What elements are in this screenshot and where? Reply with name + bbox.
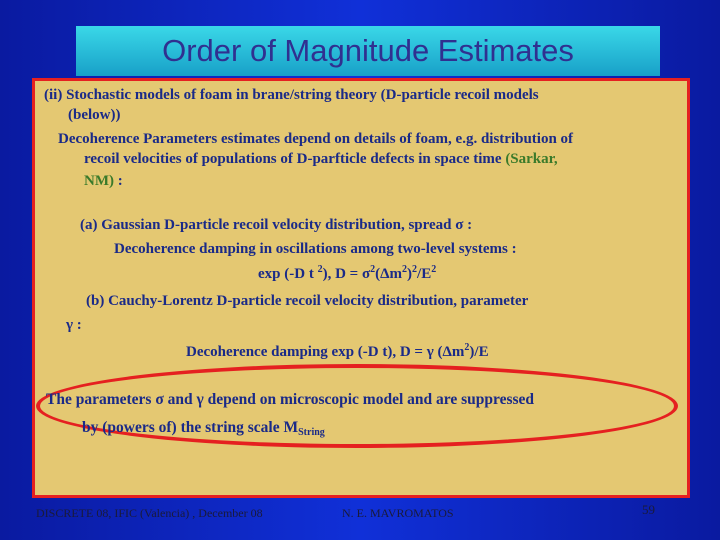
formula-part-c: (Δm xyxy=(375,266,403,282)
text-line-12: The parameters σ and γ depend on microscopic model and are suppressed xyxy=(46,391,535,408)
formula-cauchy-part-b: )/E xyxy=(469,344,489,360)
formula-cauchy xyxy=(186,342,489,362)
text-line-2: (below)) xyxy=(68,107,121,123)
formula-gaussian xyxy=(258,264,436,284)
formula-sup-5: 2 xyxy=(431,264,437,275)
text-line-9: (b) Cauchy-Lorentz D-particle recoil velocity distribution, parameter xyxy=(86,293,529,309)
footer-conference: DISCRETE 08, IFIC (Valencia) , December 08 xyxy=(36,506,263,520)
text-line-7: Decoherence damping in oscillations among two-level systems : xyxy=(114,241,517,257)
formula-sup-2: 2 xyxy=(370,264,376,275)
slide-title-box xyxy=(76,26,660,76)
text-line-6: (a) Gaussian D-particle recoil velocity distribution, spread σ : xyxy=(80,217,473,233)
text-line-5 xyxy=(84,172,123,191)
text-line-3: Decoherence Parameters estimates depend on details of foam, e.g. distribution of xyxy=(58,131,574,147)
formula-part-e: /E xyxy=(417,266,432,282)
formula-part-a: exp (-D t xyxy=(258,266,314,282)
formula-cauchy-sup: 2 xyxy=(464,342,470,353)
text-line-1: (ii) Stochastic models of foam in brane/string theory (D-particle recoil models xyxy=(44,87,539,103)
formula-sup-1: 2 xyxy=(317,264,323,275)
text-line-10: γ : xyxy=(66,317,82,333)
footer-author: N. E. MAVROMATOS xyxy=(342,506,454,520)
formula-sup-4: 2 xyxy=(412,264,418,275)
text-line-4-main: recoil velocities of populations of D-parfticle defects in space time xyxy=(84,151,502,167)
text-line-13-main: by (powers of) the string scale M xyxy=(82,419,299,436)
text-line-13 xyxy=(82,418,325,440)
formula-part-b: ), D = σ xyxy=(322,266,371,282)
page-number: 59 xyxy=(642,502,655,517)
formula-part-d: ) xyxy=(407,266,413,282)
text-line-5-colon: : xyxy=(117,173,123,189)
subscript-string: String xyxy=(298,427,325,438)
citation-sarkar: (Sarkar, xyxy=(505,151,558,167)
formula-cauchy-part-a: Decoherence damping exp (-D t), D = γ (Δm xyxy=(186,344,465,360)
formula-sup-3: 2 xyxy=(402,264,408,275)
citation-nm: NM) xyxy=(84,173,114,189)
text-line-4 xyxy=(84,150,558,169)
slide-title: Order of Magnitude Estimates xyxy=(162,33,574,68)
